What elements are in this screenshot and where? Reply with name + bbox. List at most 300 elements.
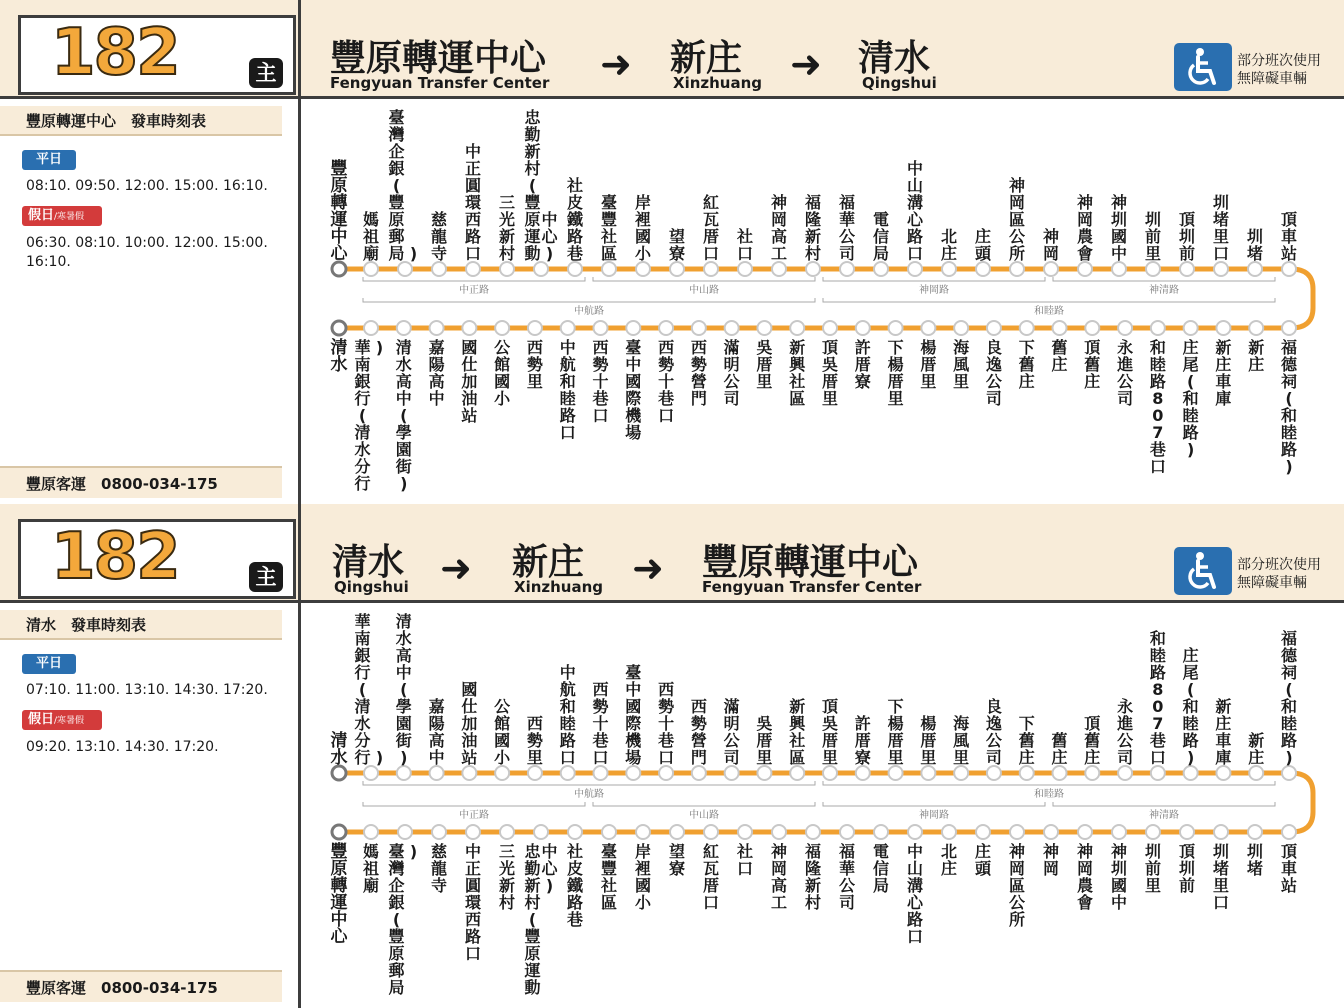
svg-text:下舊庄: 下舊庄 xyxy=(1018,714,1035,767)
stop-marker xyxy=(636,262,650,276)
svg-text:新庄: 新庄 xyxy=(1248,731,1265,767)
svg-text:西勢十巷口: 西勢十巷口 xyxy=(658,680,675,767)
stop-marker xyxy=(466,825,480,839)
svg-text:): ) xyxy=(375,748,384,767)
stop-marker xyxy=(692,321,706,335)
destination-name-en: Qingshui xyxy=(862,74,937,92)
stop-marker xyxy=(500,262,514,276)
stop-label xyxy=(736,227,753,263)
svg-text:西勢十巷口: 西勢十巷口 xyxy=(592,680,609,767)
stop-marker xyxy=(397,321,411,335)
svg-text:吳厝里: 吳厝里 xyxy=(756,714,773,767)
road-bracket xyxy=(363,277,585,281)
stop-label xyxy=(1280,629,1298,767)
svg-text:庄頭: 庄頭 xyxy=(974,842,992,878)
stop-label xyxy=(362,210,379,263)
accessibility-line-1: 部分班次使用 xyxy=(1237,53,1321,69)
stop-marker xyxy=(1044,825,1058,839)
stop-marker xyxy=(1118,766,1132,780)
svg-text:神岡: 神岡 xyxy=(1042,842,1060,878)
svg-text:滿明公司: 滿明公司 xyxy=(723,697,740,767)
terminal-stop-marker xyxy=(332,321,346,335)
stop-label xyxy=(1248,338,1264,374)
road-label: 中山路 xyxy=(689,810,719,821)
stop-marker xyxy=(432,262,446,276)
svg-text:福德祠(和睦路): 福德祠(和睦路) xyxy=(1280,338,1298,476)
svg-text:社口: 社口 xyxy=(736,842,754,878)
stop-label xyxy=(527,714,543,767)
svg-text:國仕加油站: 國仕加油站 xyxy=(461,680,478,767)
stop-marker xyxy=(398,825,412,839)
stop-marker xyxy=(1118,321,1132,335)
svg-text:臺灣企銀(豐原郵局: 臺灣企銀(豐原郵局 xyxy=(388,842,405,997)
svg-text:吳厝里: 吳厝里 xyxy=(756,338,773,391)
svg-text:下舊庄: 下舊庄 xyxy=(1018,338,1035,391)
stop-marker xyxy=(806,262,820,276)
stop-marker xyxy=(987,321,1001,335)
stop-label xyxy=(1145,842,1161,895)
stop-marker xyxy=(430,321,444,335)
stop-marker xyxy=(1020,766,1034,780)
route-number-box xyxy=(18,15,296,95)
stop-marker xyxy=(889,321,903,335)
svg-text:社皮鐵路巷: 社皮鐵路巷 xyxy=(566,842,584,929)
route-line xyxy=(339,269,1313,328)
stop-marker xyxy=(954,321,968,335)
stop-label xyxy=(1149,338,1166,476)
svg-text:新興社區: 新興社區 xyxy=(789,697,806,767)
stop-label xyxy=(560,663,576,767)
svg-text:西勢里: 西勢里 xyxy=(526,338,543,391)
stop-marker xyxy=(636,825,650,839)
weekday-tag: 平日 xyxy=(22,654,76,674)
stop-marker xyxy=(561,321,575,335)
road-bracket xyxy=(1053,277,1275,281)
stop-marker xyxy=(1180,825,1194,839)
stop-marker xyxy=(364,825,378,839)
stop-label xyxy=(1019,714,1035,767)
end-terminal-label xyxy=(330,842,349,947)
stop-marker xyxy=(364,321,378,335)
svg-text:和睦路807巷口: 和睦路 8 0 7 巷口 xyxy=(1149,338,1166,476)
svg-text:清水高中(學園街): 清水高中(學園街) xyxy=(395,338,412,493)
stop-marker xyxy=(364,262,378,276)
svg-text:下楊厝里: 下楊厝里 xyxy=(887,338,904,408)
route-number: 182 xyxy=(51,520,179,594)
stop-marker xyxy=(856,766,870,780)
svg-text:媽祖廟: 媽祖廟 xyxy=(362,210,380,263)
road-bracket xyxy=(823,781,1275,785)
stop-label xyxy=(527,338,543,391)
stop-marker xyxy=(942,262,956,276)
stop-marker xyxy=(1112,262,1126,276)
svg-text:電信局: 電信局 xyxy=(872,842,890,895)
stop-marker xyxy=(602,825,616,839)
stop-marker xyxy=(1216,321,1230,335)
road-label: 神岡路 xyxy=(919,810,949,821)
stop-marker xyxy=(1085,321,1099,335)
stop-label xyxy=(1281,210,1297,263)
svg-text:公館國小: 公館國小 xyxy=(494,697,511,767)
road-bracket xyxy=(823,277,1045,281)
svg-text:許厝寮: 許厝寮 xyxy=(854,338,871,391)
accessibility-note xyxy=(1237,556,1321,592)
stop-marker xyxy=(856,321,870,335)
stop-label xyxy=(354,612,383,767)
svg-text:紅瓦厝口: 紅瓦厝口 xyxy=(702,842,720,912)
stop-marker xyxy=(500,825,514,839)
svg-text:國仕加油站: 國仕加油站 xyxy=(461,338,478,425)
stop-label xyxy=(1179,210,1195,263)
stop-label xyxy=(387,842,417,997)
svg-text:頂車站: 頂車站 xyxy=(1280,210,1298,263)
stop-label xyxy=(1084,338,1100,391)
stop-marker xyxy=(1216,766,1230,780)
svg-text:西勢十巷口: 西勢十巷口 xyxy=(592,338,609,425)
stop-label xyxy=(1215,697,1231,767)
stop-label xyxy=(499,842,515,912)
svg-text:臺中國際機場: 臺中國際機場 xyxy=(625,663,642,767)
stop-marker xyxy=(1282,766,1296,780)
stop-marker xyxy=(1151,321,1165,335)
accessibility-line-1: 部分班次使用 xyxy=(1237,557,1321,573)
stop-marker xyxy=(921,321,935,335)
svg-text:楊厝里: 楊厝里 xyxy=(920,338,937,391)
stop-label xyxy=(756,338,772,391)
weekday-tag: 平日 xyxy=(22,150,76,170)
stop-label xyxy=(1077,842,1093,912)
stop-label xyxy=(691,338,707,408)
svg-text:新庄車庫: 新庄車庫 xyxy=(1215,338,1232,408)
stop-label xyxy=(724,697,741,767)
stop-label xyxy=(986,338,1003,408)
stop-label xyxy=(1009,842,1026,929)
stop-marker xyxy=(1151,766,1165,780)
stop-label xyxy=(465,842,481,963)
svg-text:豐原轉運中心: 豐原轉運中心 xyxy=(330,842,348,947)
svg-text:媽祖廟: 媽祖廟 xyxy=(362,842,380,895)
svg-text:新庄車庫: 新庄車庫 xyxy=(1215,697,1232,767)
stop-marker xyxy=(1248,262,1262,276)
stop-label xyxy=(838,842,856,912)
right-arrow-icon: ➜ xyxy=(790,42,822,86)
svg-text:中航和睦路口: 中航和睦路口 xyxy=(559,663,576,767)
stop-label xyxy=(1077,193,1093,263)
stop-marker xyxy=(466,262,480,276)
stop-marker xyxy=(1112,825,1126,839)
stop-label xyxy=(600,193,617,263)
svg-text:福華公司: 福華公司 xyxy=(838,193,856,263)
stop-label xyxy=(888,697,904,767)
stop-marker xyxy=(659,766,673,780)
stop-label xyxy=(1084,714,1100,767)
stop-label xyxy=(953,338,970,391)
accessibility-line-2: 無障礙車輛 xyxy=(1237,575,1307,591)
stop-label xyxy=(395,612,412,767)
svg-text:圳堵: 圳堵 xyxy=(1246,842,1264,878)
stop-marker xyxy=(561,766,575,780)
svg-text:慈龍寺: 慈龍寺 xyxy=(430,210,448,263)
stop-label xyxy=(600,842,617,912)
stop-label xyxy=(724,338,741,408)
road-label: 中航路 xyxy=(574,306,604,317)
svg-text:臺中國際機場: 臺中國際機場 xyxy=(625,338,642,442)
svg-text:望寮: 望寮 xyxy=(668,842,686,878)
stop-marker xyxy=(432,825,446,839)
road-label: 中正路 xyxy=(459,810,489,821)
road-label: 神清路 xyxy=(1149,810,1179,821)
svg-text:社皮鐵路巷: 社皮鐵路巷 xyxy=(566,176,584,263)
stop-marker xyxy=(725,321,739,335)
stop-label xyxy=(1043,842,1059,878)
stop-label xyxy=(1247,842,1263,878)
svg-text:): ) xyxy=(375,338,384,357)
stop-marker xyxy=(1214,825,1228,839)
svg-text:中正圓環西路口: 中正圓環西路口 xyxy=(464,842,482,963)
stop-marker xyxy=(725,766,739,780)
timetable-title: 清水 發車時刻表 xyxy=(0,610,282,640)
stop-marker xyxy=(626,766,640,780)
stop-marker xyxy=(874,262,888,276)
stop-label xyxy=(736,842,753,878)
svg-text:神岡農會: 神岡農會 xyxy=(1076,842,1094,912)
svg-text:庄尾(和睦路): 庄尾(和睦路) xyxy=(1182,646,1199,767)
svg-text:頂吳厝里: 頂吳厝里 xyxy=(821,338,839,408)
stop-marker xyxy=(1249,766,1263,780)
stop-label xyxy=(625,663,642,767)
stop-label xyxy=(703,842,719,912)
stop-marker xyxy=(1085,766,1099,780)
stop-marker xyxy=(908,825,922,839)
holiday-tag: 假日/寒暑假 xyxy=(22,710,102,730)
stop-label xyxy=(1213,842,1229,912)
stop-label xyxy=(657,680,674,767)
stop-label xyxy=(804,842,821,912)
terminal-stop-marker xyxy=(332,262,346,276)
stop-label xyxy=(975,227,992,263)
accessibility-line-2: 無障礙車輛 xyxy=(1237,71,1307,87)
stop-label xyxy=(1116,697,1134,767)
holiday-times: 09:20. 13:10. 14:30. 17:20. xyxy=(26,739,219,755)
stop-label xyxy=(986,697,1003,767)
right-arrow-icon: ➜ xyxy=(632,546,664,590)
stop-label xyxy=(788,338,806,408)
stop-marker xyxy=(534,262,548,276)
stop-marker xyxy=(602,262,616,276)
svg-text:): ) xyxy=(409,244,418,263)
accessibility-note xyxy=(1237,52,1321,88)
stop-label xyxy=(907,842,924,946)
svg-text:舊庄: 舊庄 xyxy=(1051,338,1068,374)
svg-text:頂吳厝里: 頂吳厝里 xyxy=(821,697,839,767)
svg-text:海風里: 海風里 xyxy=(953,714,970,767)
svg-text:滿明公司: 滿明公司 xyxy=(723,338,740,408)
svg-text:三光新村: 三光新村 xyxy=(498,193,516,263)
stop-marker xyxy=(772,262,786,276)
svg-text:神岡區公所: 神岡區公所 xyxy=(1008,176,1026,263)
svg-text:臺豐社區: 臺豐社區 xyxy=(600,193,618,263)
route-number-box xyxy=(18,519,296,599)
stop-marker xyxy=(1020,321,1034,335)
wheelchair-icon xyxy=(1174,547,1232,595)
svg-text:海風里: 海風里 xyxy=(953,338,970,391)
svg-text:北庄: 北庄 xyxy=(940,227,958,263)
stop-marker xyxy=(1282,321,1296,335)
svg-text:中航和睦路口: 中航和睦路口 xyxy=(559,338,576,442)
stop-marker xyxy=(987,766,1001,780)
svg-text:嘉陽高中: 嘉陽高中 xyxy=(428,338,445,408)
stop-label xyxy=(461,680,477,767)
road-bracket xyxy=(363,802,585,806)
stop-marker xyxy=(495,766,509,780)
road-bracket xyxy=(593,802,815,806)
stop-label xyxy=(635,193,652,263)
stop-label xyxy=(1179,842,1195,895)
stop-label xyxy=(431,210,447,263)
stop-label xyxy=(873,210,889,263)
via-name: 新庄 xyxy=(670,38,743,79)
stop-marker xyxy=(889,766,903,780)
svg-text:慈龍寺: 慈龍寺 xyxy=(430,842,448,895)
stop-label xyxy=(822,697,838,767)
route-map xyxy=(301,603,1344,1008)
svg-text:許厝寮: 許厝寮 xyxy=(854,714,871,767)
stop-label xyxy=(1213,193,1229,263)
svg-text:神圳國中: 神圳國中 xyxy=(1110,842,1128,912)
stop-label xyxy=(1043,227,1059,263)
stop-label xyxy=(429,338,445,408)
stop-marker xyxy=(670,262,684,276)
svg-text:清水: 清水 xyxy=(330,338,348,375)
stop-label xyxy=(975,842,992,878)
stop-marker xyxy=(1282,262,1296,276)
stop-marker xyxy=(1044,262,1058,276)
svg-text:): ) xyxy=(409,842,418,861)
stop-label xyxy=(635,842,652,912)
via-name-en: Xinzhuang xyxy=(514,578,604,596)
stop-marker xyxy=(1146,825,1160,839)
stop-label xyxy=(1280,338,1298,476)
svg-text:忠勤新村(豐原運動: 忠勤新村(豐原運動 xyxy=(524,108,541,263)
end-terminal-label xyxy=(331,337,348,375)
svg-text:西勢營門: 西勢營門 xyxy=(690,697,707,767)
stop-label xyxy=(855,338,871,391)
stop-marker xyxy=(757,321,771,335)
stop-label xyxy=(1116,338,1134,408)
stop-label xyxy=(669,842,685,878)
svg-text:良逸公司: 良逸公司 xyxy=(985,338,1002,408)
svg-text:臺灣企銀(豐原郵局: 臺灣企銀(豐原郵局 xyxy=(388,108,405,263)
stop-marker xyxy=(790,321,804,335)
stop-label xyxy=(395,338,412,493)
road-bracket xyxy=(363,781,815,785)
svg-text:嘉陽高中: 嘉陽高中 xyxy=(428,697,445,767)
stop-marker xyxy=(704,262,718,276)
stop-label xyxy=(1051,731,1067,767)
stop-marker xyxy=(568,262,582,276)
stop-label xyxy=(354,338,383,493)
via-name: 新庄 xyxy=(512,542,585,583)
right-arrow-icon: ➜ xyxy=(600,42,632,86)
svg-text:下楊厝里: 下楊厝里 xyxy=(887,697,904,767)
stop-marker xyxy=(692,766,706,780)
svg-text:中山溝心路口: 中山溝心路口 xyxy=(906,842,924,946)
terminal-stop-marker xyxy=(332,825,346,839)
svg-text:福德祠(和睦路): 福德祠(和睦路) xyxy=(1280,629,1298,767)
svg-text:和睦路807巷口: 和睦路 8 0 7 巷口 xyxy=(1149,629,1166,767)
stop-label xyxy=(855,714,871,767)
svg-text:神岡高工: 神岡高工 xyxy=(770,842,788,912)
stop-marker xyxy=(840,825,854,839)
stop-label xyxy=(566,176,584,263)
stop-marker xyxy=(942,825,956,839)
stop-label xyxy=(657,338,674,425)
stop-label xyxy=(941,842,957,878)
svg-text:中山溝心路口: 中山溝心路口 xyxy=(906,159,924,263)
stop-label xyxy=(1149,629,1166,767)
route-line xyxy=(339,773,1313,832)
svg-text:頂舊庄: 頂舊庄 xyxy=(1084,338,1101,391)
stop-label xyxy=(461,338,477,425)
stop-label xyxy=(1145,210,1161,263)
svg-text:西勢營門: 西勢營門 xyxy=(690,338,707,408)
stop-label xyxy=(429,697,445,767)
svg-text:電信局: 電信局 xyxy=(872,210,890,263)
stop-label xyxy=(494,697,511,767)
stop-marker xyxy=(704,825,718,839)
stop-label xyxy=(822,338,838,408)
stop-label xyxy=(953,714,970,767)
stop-marker xyxy=(757,766,771,780)
operator-contact: 豐原客運 0800-034-175 xyxy=(0,970,282,1002)
svg-text:圳前里: 圳前里 xyxy=(1144,842,1162,895)
svg-text:福華公司: 福華公司 xyxy=(838,842,856,912)
stop-label xyxy=(838,193,856,263)
stop-label xyxy=(387,108,417,263)
stop-marker xyxy=(1010,825,1024,839)
svg-text:庄尾(和睦路): 庄尾(和睦路) xyxy=(1182,338,1199,459)
stop-label xyxy=(499,193,515,263)
svg-text:豐原轉運中心: 豐原轉運中心 xyxy=(330,159,348,264)
stop-label xyxy=(465,142,481,263)
stop-label xyxy=(1183,338,1199,459)
stop-marker xyxy=(823,766,837,780)
stop-label xyxy=(1215,338,1231,408)
svg-text:中心): 中心) xyxy=(541,842,558,895)
stop-label xyxy=(1111,193,1127,263)
svg-text:永進公司: 永進公司 xyxy=(1117,338,1134,408)
stop-marker xyxy=(738,262,752,276)
road-bracket xyxy=(363,298,815,302)
svg-text:公館國小: 公館國小 xyxy=(494,338,511,408)
stop-marker xyxy=(976,262,990,276)
stop-marker xyxy=(1180,262,1194,276)
stop-label xyxy=(1183,646,1199,767)
stop-marker xyxy=(528,321,542,335)
svg-text:楊厝里: 楊厝里 xyxy=(920,714,937,767)
svg-text:岸裡國小: 岸裡國小 xyxy=(634,842,652,912)
svg-text:紅瓦厝口: 紅瓦厝口 xyxy=(702,193,720,263)
stop-label xyxy=(591,680,608,767)
stop-label xyxy=(591,338,608,425)
svg-text:華南銀行(清水分行: 華南銀行(清水分行 xyxy=(354,612,371,767)
stop-label xyxy=(494,338,511,408)
svg-text:社口: 社口 xyxy=(736,227,754,263)
stop-marker xyxy=(568,825,582,839)
stop-marker xyxy=(626,321,640,335)
stop-marker xyxy=(534,825,548,839)
holiday-tag: 假日/寒暑假 xyxy=(22,206,102,226)
